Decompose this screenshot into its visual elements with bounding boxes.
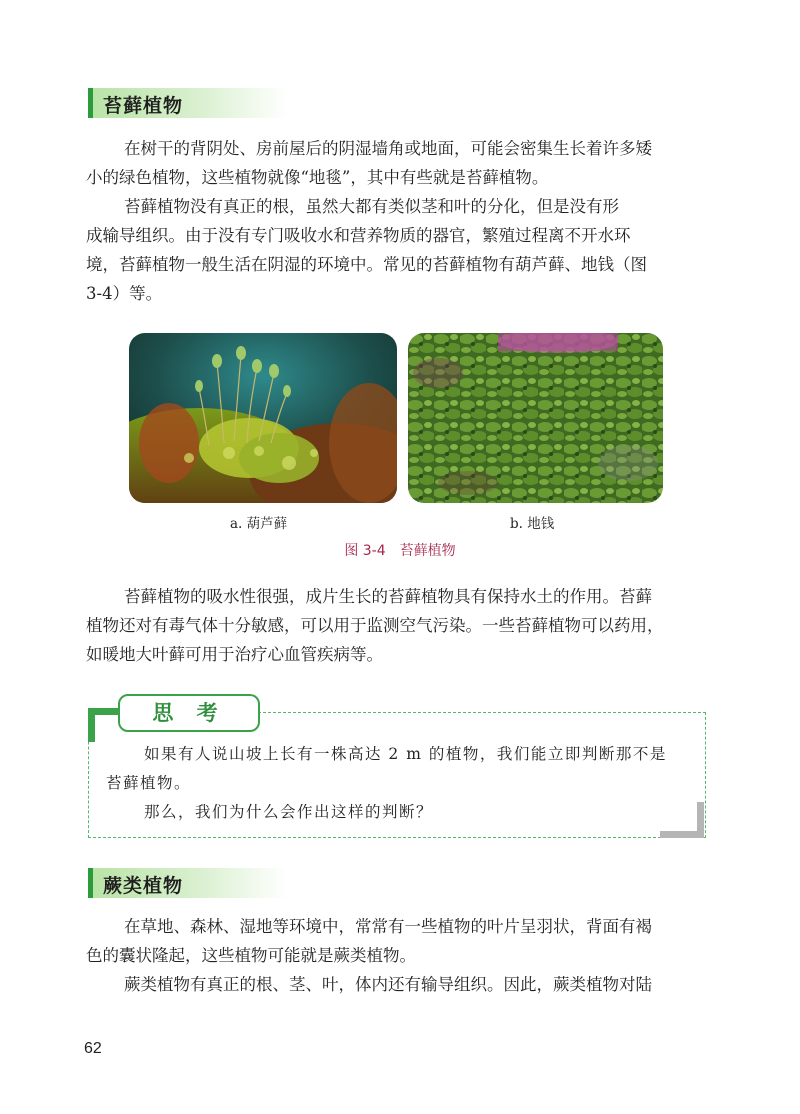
- think-box-title: 思 考: [118, 694, 260, 732]
- text-line: 成输导组织。由于没有专门吸收水和营养物质的器官，繁殖过程离不开水环: [86, 226, 631, 245]
- paragraph-structure: [86, 192, 706, 308]
- photo-funaria-moss: [129, 333, 397, 503]
- section-header-mosses: [88, 88, 288, 118]
- text-line: 苔藓植物没有真正的根，虽然大都有类似茎和叶的分化，但是没有形: [124, 197, 619, 216]
- text-line: 苔藓植物。: [106, 774, 192, 792]
- section-header-bar: [88, 868, 93, 898]
- text-line: 3-4）等。: [86, 284, 163, 303]
- paragraph-ferns-intro: [86, 912, 706, 970]
- page-number: 62: [84, 1040, 102, 1057]
- text-line: 苔藓植物的吸水性很强，成片生长的苔藓植物具有保持水土的作用。苔藓: [124, 587, 652, 606]
- text-line: 植物还对有毒气体十分敏感，可以用于监测空气污染。一些苔藓植物可以药用，: [86, 616, 664, 635]
- text-line: 在树干的背阴处、房前屋后的阴湿墙角或地面，可能会密集生长着许多矮: [124, 139, 652, 158]
- section-header-bar: [88, 88, 93, 118]
- text-line: 在草地、森林、湿地等环境中，常常有一些植物的叶片呈羽状，背面有褐: [124, 917, 652, 936]
- text-line: 色的囊状隆起，这些植物可能就是蕨类植物。: [86, 946, 416, 965]
- paragraph-intro: [86, 134, 706, 192]
- text-line: 境，苔藓植物一般生活在阴湿的环境中。常见的苔藓植物有葫芦藓、地钱（图: [86, 255, 647, 274]
- section-header-ferns: [88, 868, 288, 898]
- section-title: 苔藓植物: [103, 95, 184, 117]
- text-line: 蕨类植物有真正的根、茎、叶，体内还有输导组织。因此，蕨类植物对陆: [124, 975, 652, 994]
- text-line: 小的绿色植物，这些植物就像“地毯”，其中有些就是苔藓植物。: [86, 168, 549, 187]
- section-title: 蕨类植物: [103, 875, 184, 897]
- text-line: 如果有人说山坡上长有一株高达 2 m 的植物，我们能立即判断那不是: [144, 745, 667, 763]
- paragraph-ferns-structure: [86, 970, 706, 999]
- think-box-corner: [660, 831, 704, 838]
- text-line: 那么，我们为什么会作出这样的判断？: [144, 803, 434, 821]
- photo-marchantia-liverwort: [408, 333, 663, 503]
- text-line: 如暖地大叶藓可用于治疗心血管疾病等。: [86, 645, 383, 664]
- figure-subcaption-b: b. 地钱: [510, 516, 555, 532]
- paragraph-function: [86, 582, 706, 669]
- think-box-text: [106, 740, 706, 827]
- figure-caption: 图 3-4 苔藓植物: [344, 543, 456, 559]
- figure-subcaption-a: a. 葫芦藓: [230, 516, 288, 532]
